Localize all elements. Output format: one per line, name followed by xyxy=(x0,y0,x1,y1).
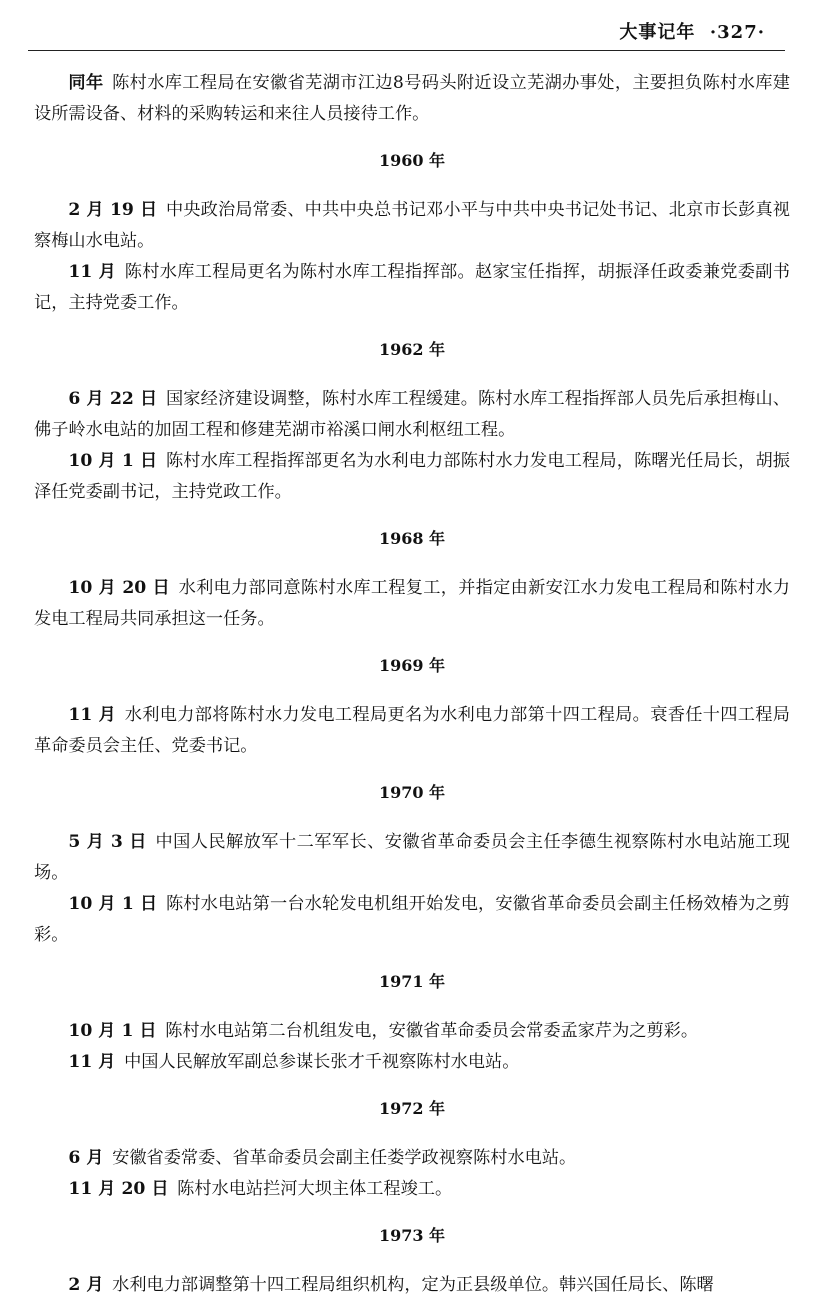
entry-date: 11 月 xyxy=(68,1052,116,1072)
entry-text: 中国人民解放军副总参谋长张才千视察陈村水电站。 xyxy=(124,1052,520,1072)
year-heading: 1969 年 xyxy=(378,656,446,675)
entry-paragraph xyxy=(34,827,790,889)
entry-paragraph xyxy=(34,889,790,951)
entry-paragraph xyxy=(34,257,790,319)
entry-paragraph xyxy=(34,573,790,635)
header-title: 大事记年 xyxy=(619,22,696,43)
entry-text: 水利电力部同意陈村水库工程复工，并指定由新安江水力发电工程局和陈村水力发电工程局共同承担这一任务。 xyxy=(34,578,790,629)
header-rule xyxy=(28,50,785,51)
entry-paragraph xyxy=(34,700,790,762)
entry-text: 陈村水电站第二台机组发电，安徽省革命委员会常委孟家芹为之剪彩。 xyxy=(165,1021,699,1041)
entry-date: 10 月 1 日 xyxy=(68,894,158,914)
chronicle-body xyxy=(34,68,790,1301)
entry-paragraph xyxy=(34,1016,790,1047)
year-heading: 1960 年 xyxy=(378,151,446,170)
entry-paragraph xyxy=(34,1270,790,1301)
running-header xyxy=(0,0,815,52)
entry-paragraph xyxy=(34,68,790,130)
entry-date: 11 月 xyxy=(68,262,117,282)
entry-date: 同年 xyxy=(68,73,104,93)
entry-date: 5 月 3 日 xyxy=(68,832,147,852)
entry-text: 水利电力部将陈村水力发电工程局更名为水利电力部第十四工程局。衰香任十四工程局革命委员会主任、党委书记。 xyxy=(34,705,790,756)
header-text xyxy=(619,18,765,44)
entry-date: 2 月 19 日 xyxy=(68,200,158,220)
entry-text: 国家经济建设调整，陈村水库工程缓建。陈村水库工程指挥部人员先后承担梅山、佛子岭水电站的加固工程和修建芜湖市裕溪口闸水利枢纽工程。 xyxy=(34,389,790,440)
year-heading: 1971 年 xyxy=(378,972,446,991)
entry-date: 10 月 1 日 xyxy=(68,451,158,471)
entry-text: 陈村水库工程指挥部更名为水利电力部陈村水力发电工程局，陈曙光任局长，胡振泽任党委副书记，主持党政工作。 xyxy=(34,451,790,502)
entry-text: 陈村水库工程局在安徽省芜湖市江边8号码头附近设立芜湖办事处，主要担负陈村水库建设所需设备、材料的采购转运和来往人员接待工作。 xyxy=(34,73,790,124)
entry-date: 11 月 20 日 xyxy=(68,1179,169,1199)
year-heading: 1973 年 xyxy=(378,1226,446,1245)
entry-date: 11 月 xyxy=(68,705,117,725)
entry-text: 陈村水库工程局更名为陈村水库工程指挥部。赵家宝任指挥，胡振泽任政委兼党委副书记，主持党委工作。 xyxy=(34,262,790,313)
entry-paragraph xyxy=(34,1143,790,1174)
entry-paragraph xyxy=(34,195,790,257)
year-heading: 1972 年 xyxy=(378,1099,446,1118)
entry-text: 陈村水电站拦河大坝主体工程竣工。 xyxy=(177,1179,453,1199)
entry-text: 中国人民解放军十二军军长、安徽省革命委员会主任李德生视察陈村水电站施工现场。 xyxy=(34,832,790,883)
entry-text: 中央政治局常委、中共中央总书记邓小平与中共中央书记处书记、北京市长彭真视察梅山水电站。 xyxy=(34,200,790,251)
entry-date: 2 月 xyxy=(68,1275,104,1295)
entry-text: 水利电力部调整第十四工程局组织机构，定为正县级单位。韩兴国任局长、陈曙 xyxy=(112,1275,714,1295)
entry-paragraph xyxy=(34,446,790,508)
entry-text: 陈村水电站第一台水轮发电机组开始发电，安徽省革命委员会副主任杨效椿为之剪彩。 xyxy=(34,894,790,945)
entry-paragraph xyxy=(34,1174,790,1205)
year-heading: 1968 年 xyxy=(378,529,446,548)
entry-date: 10 月 20 日 xyxy=(68,578,170,598)
entry-date: 10 月 1 日 xyxy=(68,1021,157,1041)
entry-date: 6 月 22 日 xyxy=(68,389,158,409)
entry-paragraph xyxy=(34,384,790,446)
entry-text: 安徽省委常委、省革命委员会副主任娄学政视察陈村水电站。 xyxy=(112,1148,577,1168)
entry-paragraph xyxy=(34,1047,790,1078)
page-number: ·327· xyxy=(709,22,765,43)
entry-date: 6 月 xyxy=(68,1148,104,1168)
year-heading: 1970 年 xyxy=(378,783,446,802)
year-heading: 1962 年 xyxy=(378,340,446,359)
